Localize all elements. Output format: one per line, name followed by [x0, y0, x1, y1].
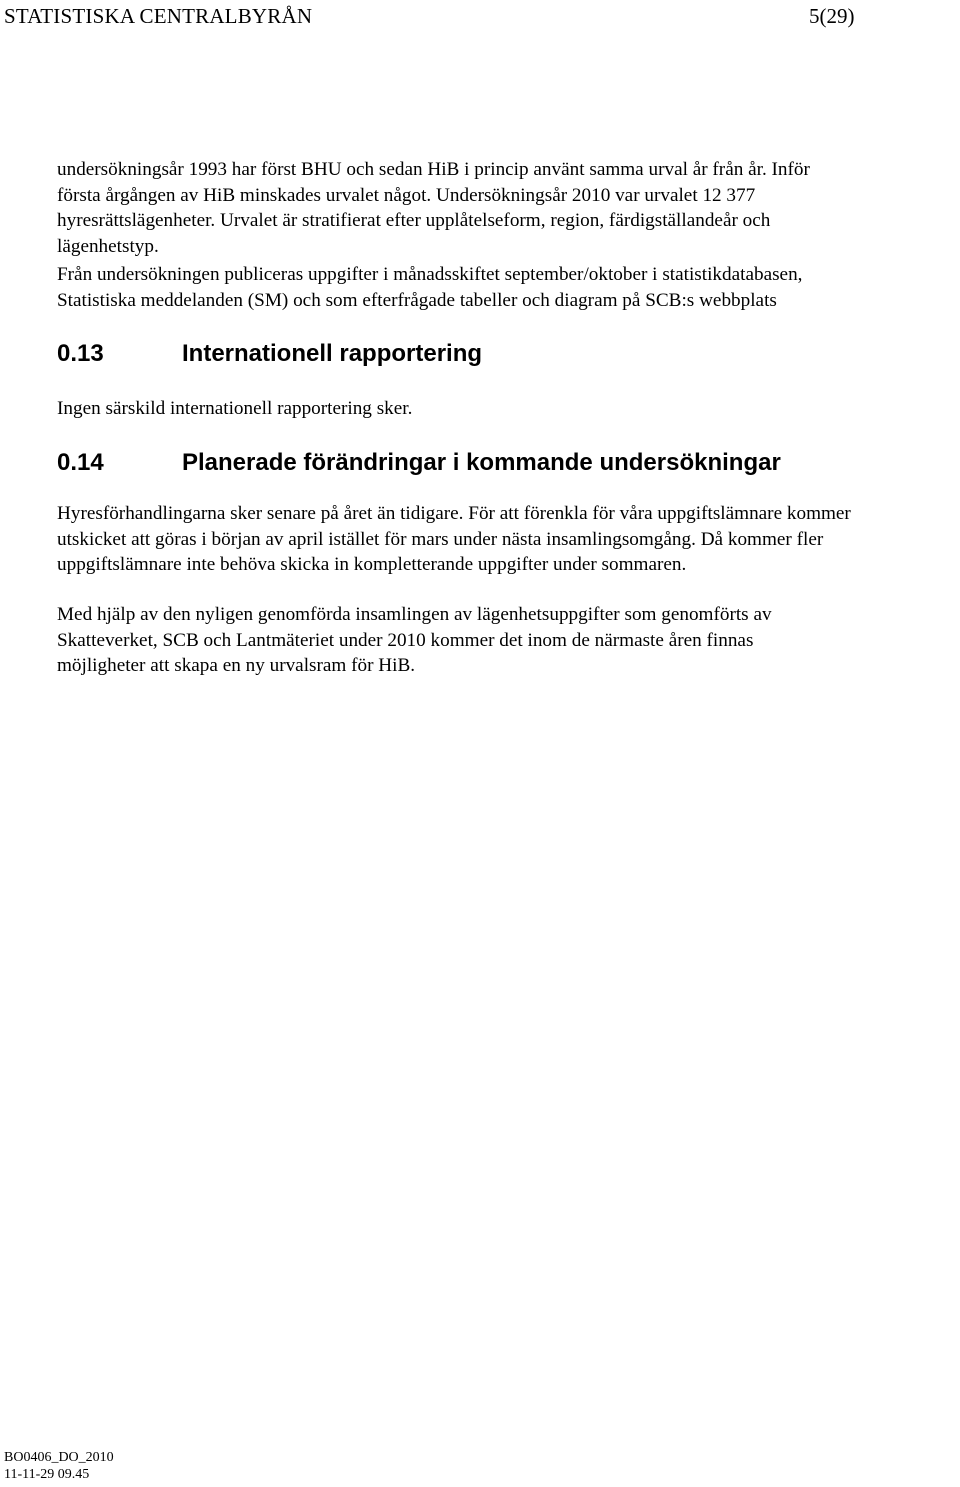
section-0-14-paragraph-2: [57, 602, 957, 679]
section-heading-0-13: [57, 340, 482, 368]
body-line: Hyresförhandlingarna sker senare på året än tidigare. För att förenkla för våra uppgiftslämnare kommer: [57, 503, 851, 524]
body-line: uppgiftslämnare inte behöva skicka in kompletterande uppgifter under sommaren.: [57, 554, 687, 575]
publication-paragraph: [57, 262, 957, 313]
intro-line: hyresrättslägenheter. Urvalet är stratifierat efter upplåtelseform, region, färdigställandeår och: [57, 210, 771, 231]
section-0-13-body: [57, 396, 957, 422]
intro-paragraph: [57, 157, 957, 259]
section-number: 0.14: [57, 449, 104, 476]
publication-line: Statistiska meddelanden (SM) och som efterfrågade tabeller och diagram på SCB:s webbplats: [57, 289, 777, 311]
intro-line: lägenhetstyp.: [57, 235, 159, 257]
page-number: 5(29): [809, 4, 855, 28]
section-title: Planerade förändringar i kommande undersökningar: [182, 449, 781, 476]
section-heading-0-14: [57, 449, 781, 477]
intro-line: första årgången av HiB minskades urvalet något. Undersökningsår 2010 var urvalet 12 377: [57, 184, 756, 206]
body-line: utskicket att göras i början av april istället för mars under nästa insamlingsomgång. Då kommer fler: [57, 528, 824, 550]
section-number: 0.13: [57, 340, 104, 367]
body-line: möjligheter att skapa en ny urvalsram för HiB.: [57, 655, 416, 676]
section-title: Internationell rapportering: [182, 340, 483, 367]
body-line: Skatteverket, SCB och Lantmäteriet under 2010 kommer det inom de närmaste åren finnas: [57, 629, 754, 651]
footer-timestamp: 11-11-29 09.45: [4, 1467, 90, 1482]
body-line: Med hjälp av den nyligen genomförda insamlingen av lägenhetsuppgifter som genomförts av: [57, 604, 772, 625]
header-organization: STATISTISKA CENTRALBYRÅN: [4, 4, 313, 28]
intro-line: undersökningsår 1993 har först BHU och sedan HiB i princip använt samma urval år från år. Inför: [57, 159, 810, 180]
section-0-14-paragraph-1: [57, 501, 957, 578]
footer-document-id: BO0406_DO_2010: [4, 1450, 114, 1465]
publication-line: Från undersökningen publiceras uppgifter i månadsskiftet september/oktober i statistikdatabasen,: [57, 264, 803, 285]
body-line: Ingen särskild internationell rapportering sker.: [57, 398, 413, 419]
